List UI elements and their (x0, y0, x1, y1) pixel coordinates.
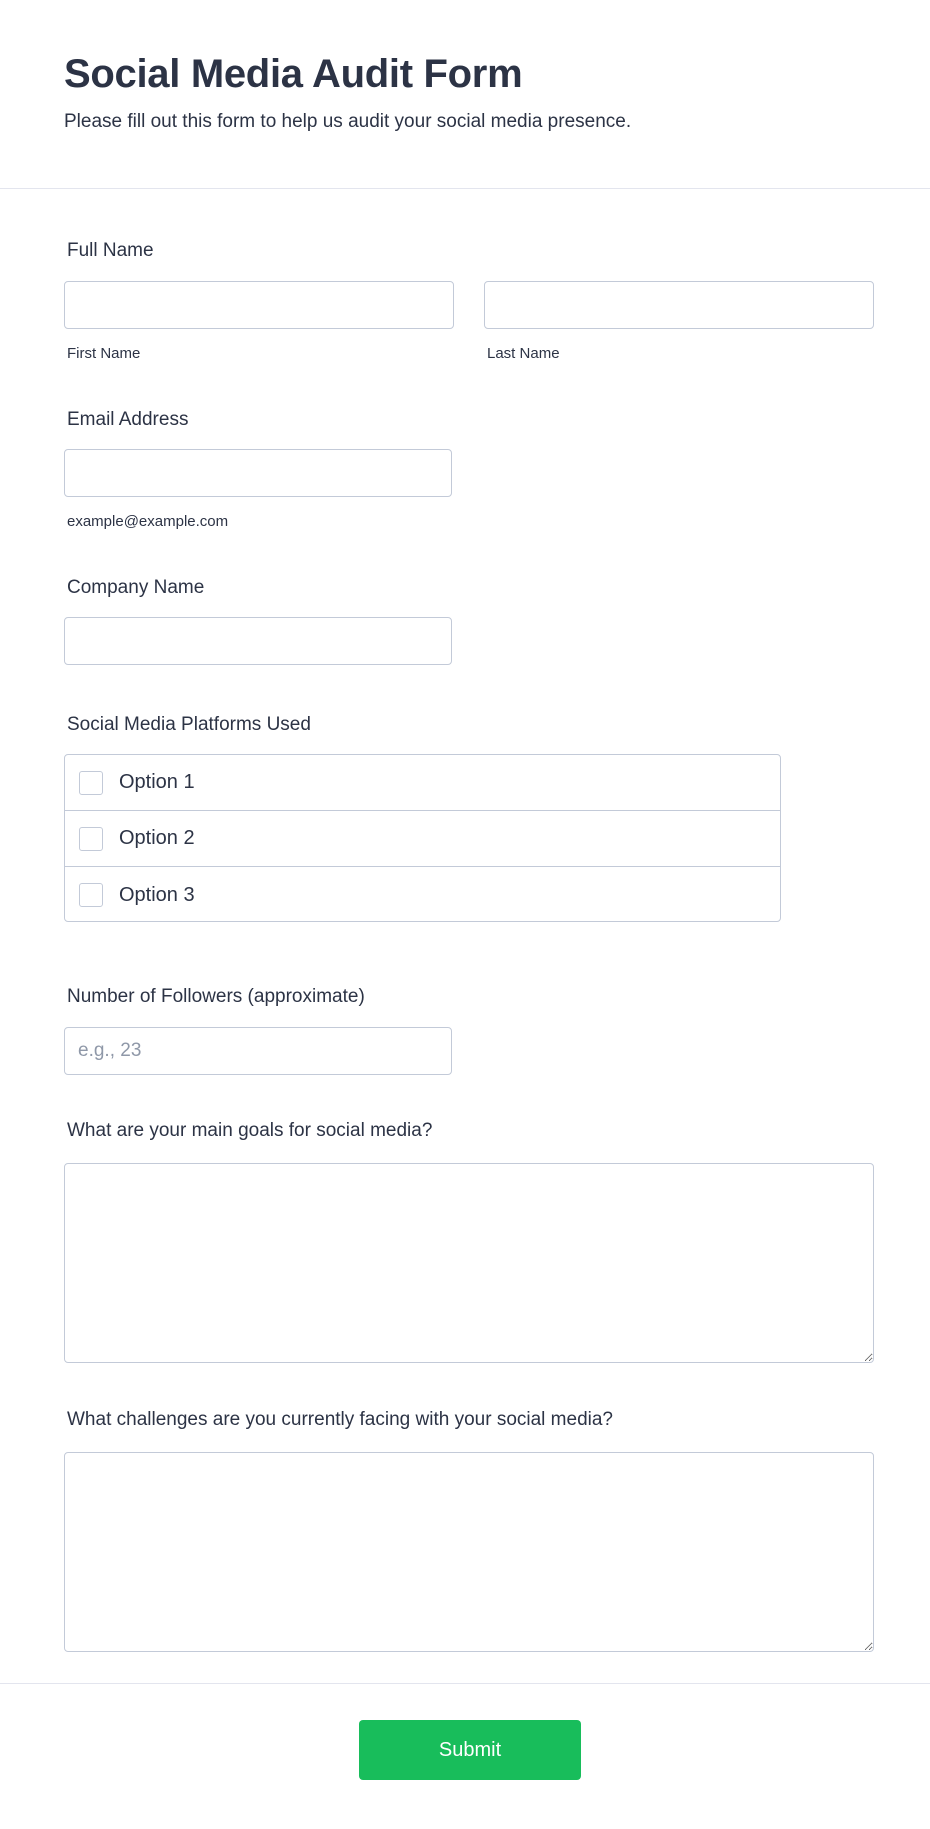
email-label: Email Address (67, 409, 189, 430)
footer-divider (0, 1683, 930, 1684)
platform-option-3[interactable] (65, 867, 780, 923)
platforms-label: Social Media Platforms Used (67, 714, 311, 735)
goals-textarea[interactable] (64, 1163, 874, 1363)
company-label: Company Name (67, 577, 205, 598)
platforms-checkbox-group (64, 754, 781, 922)
last-name-input[interactable] (484, 281, 874, 329)
option-label: Option 3 (119, 883, 195, 906)
first-name-input[interactable] (64, 281, 454, 329)
checkbox[interactable] (79, 771, 103, 795)
checkbox[interactable] (79, 883, 103, 907)
option-label: Option 2 (119, 827, 195, 849)
last-name-hint: Last Name (487, 345, 560, 362)
form-title: Social Media Audit Form (64, 52, 523, 96)
email-hint: example@example.com (67, 513, 229, 530)
challenges-label: What challenges are you currently facing with your social media? (67, 1409, 613, 1430)
company-input[interactable] (64, 617, 452, 665)
full-name-label: Full Name (67, 240, 154, 261)
followers-input[interactable] (64, 1027, 452, 1075)
header-divider (0, 188, 930, 189)
form-subtitle: Please fill out this form to help us audit your social media presence. (64, 111, 632, 132)
platform-option-2[interactable] (65, 811, 780, 867)
checkbox[interactable] (79, 827, 103, 851)
challenges-textarea[interactable] (64, 1452, 874, 1652)
email-input[interactable] (64, 449, 452, 497)
followers-label: Number of Followers (approximate) (67, 986, 365, 1007)
first-name-hint: First Name (67, 345, 141, 362)
submit-button[interactable]: Submit (359, 1720, 581, 1780)
platform-option-1[interactable] (65, 755, 780, 811)
option-label: Option 1 (119, 771, 195, 793)
goals-label: What are your main goals for social media? (67, 1120, 433, 1141)
